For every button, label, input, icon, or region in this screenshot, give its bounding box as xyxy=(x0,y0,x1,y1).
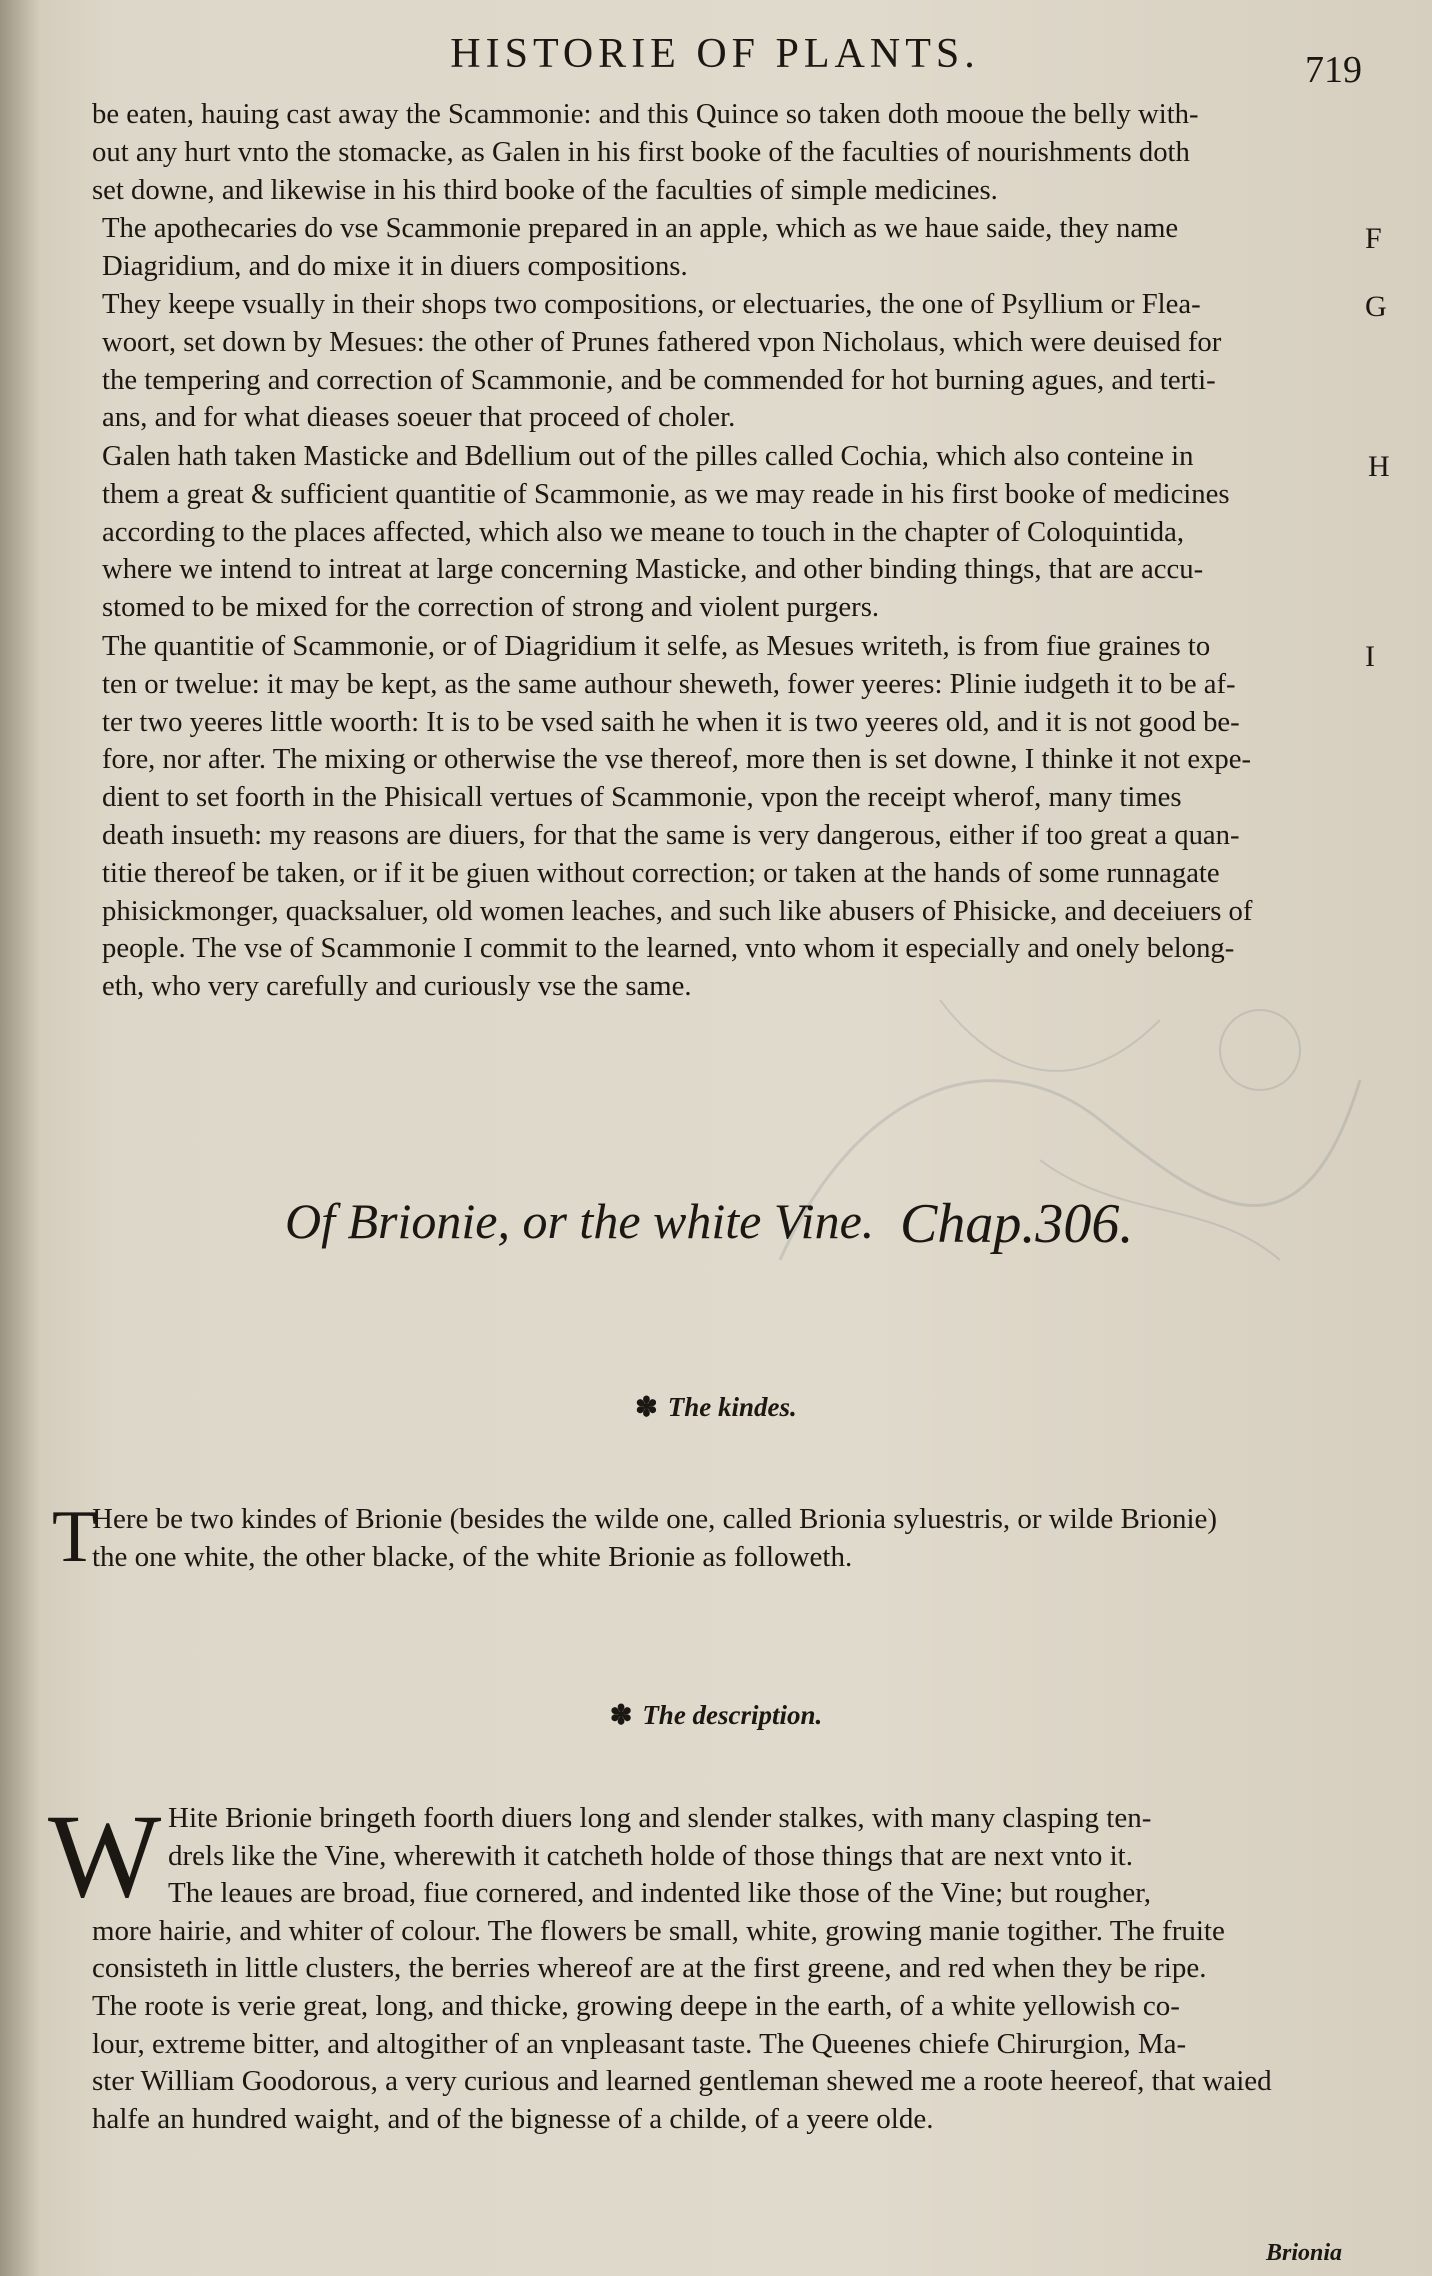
asterism-icon: ✽ xyxy=(635,1392,658,1422)
text-line: Diagridium, and do mixe it in diuers compositions. xyxy=(102,249,688,282)
text-line: phisickmonger, quacksaluer, old women leaches, and such like abusers of Phisicke, and deceiuers of xyxy=(102,894,1253,927)
text-line: ter two yeeres little woorth: It is to be vsed saith he when it is two yeeres old, and it is not good be- xyxy=(102,705,1240,738)
text-line: the tempering and correction of Scammonie, and be commended for hot burning agues, and terti- xyxy=(102,363,1216,396)
text-line: dient to set foorth in the Phisicall vertues of Scammonie, vpon the receipt wherof, many times xyxy=(102,781,1182,814)
text-line: The apothecaries do vse Scammonie prepared in an apple, which as we haue saide, they name xyxy=(102,212,1179,244)
paragraph-4 xyxy=(92,438,1360,627)
text-line: consisteth in little clusters, the berries whereof are at the first greene, and red when they be ripe. xyxy=(92,1952,1207,1985)
text-line: them a great & sufficient quantitie of Scammonie, as we may reade in his first booke of medicines xyxy=(102,477,1230,510)
kinds-heading-text: The kindes. xyxy=(667,1392,797,1422)
margin-letter-h: H xyxy=(1368,450,1390,483)
paragraph-5 xyxy=(92,628,1360,1006)
text-line: set downe, and likewise in his third booke of the faculties of simple medicines. xyxy=(92,173,998,206)
asterism-icon: ✽ xyxy=(609,1700,633,1730)
running-head: HISTORIE OF PLANTS. xyxy=(450,31,980,77)
text-line: drels like the Vine, wherewith it catcheth holde of those things that are next vnto it. xyxy=(168,1839,1133,1872)
text-line: death insueth: my reasons are diuers, for that the same is very dangerous, either if too great a quan- xyxy=(102,818,1240,851)
text-line: fore, nor after. The mixing or otherwise the vse thereof, more then is set downe, I thinke it not expe- xyxy=(102,743,1252,776)
text-line: halfe an hundred waight, and of the bignesse of a childe, of a yeere olde. xyxy=(92,2102,934,2135)
catchword: Brionia xyxy=(1265,2240,1342,2266)
drop-cap-t: T xyxy=(52,1496,98,1578)
text-line: the one white, the other blacke, of the white Brionie as followeth. xyxy=(92,1541,853,1573)
text-line: lour, extreme bitter, and altogither of an vnpleasant taste. The Queenes chiefe Chirurgion, Ma- xyxy=(92,2027,1187,2060)
text-line: The roote is verie great, long, and thicke, growing deepe in the earth, of a white yellowish co- xyxy=(92,1989,1180,2022)
margin-letter-i: I xyxy=(1365,640,1375,673)
description-heading xyxy=(0,1700,1432,1731)
text-line: according to the places affected, which also we meane to touch in the chapter of Coloquintida, xyxy=(102,515,1185,548)
text-line: The leaues are broad, fiue cornered, and indented like those of the Vine; but rougher, xyxy=(168,1877,1151,1910)
text-line: ster William Goodorous, a very curious and learned gentleman shewed me a roote heereof, that waied xyxy=(92,2065,1272,2098)
paragraph-3 xyxy=(92,286,1360,437)
bleed-through-illustration xyxy=(740,960,1400,1340)
text-line: They keepe vsually in their shops two compositions, or electuaries, the one of Psyllium or Flea- xyxy=(102,288,1201,320)
paragraph-1 xyxy=(92,96,1360,209)
description-heading-text: The description. xyxy=(642,1700,823,1730)
text-line: eth, who very carefully and curiously vse the same. xyxy=(102,970,692,1003)
text-line: ans, and for what dieases soeuer that proceed of choler. xyxy=(102,401,736,434)
text-line: woort, set down by Mesues: the other of Prunes fathered vpon Nicholaus, which were deuised for xyxy=(102,325,1222,358)
text-line: stomed to be mixed for the correction of strong and violent purgers. xyxy=(102,591,880,624)
kinds-paragraph xyxy=(52,1496,1360,1578)
text-line: Galen hath taken Masticke and Bdellium out of the pilles called Cochia, which also conteine in xyxy=(102,440,1194,472)
text-line: more hairie, and whiter of colour. The flowers be small, white, growing manie togither. The fruite xyxy=(92,1914,1225,1947)
text-line: Here be two kindes of Brionie (besides the wilde one, called Brionia syluestris, or wilde Brionie) xyxy=(92,1503,1218,1535)
kinds-heading xyxy=(0,1392,1432,1423)
page-number: 719 xyxy=(1305,49,1362,91)
gutter-shadow xyxy=(0,0,40,2276)
text-line: where we intend to intreat at large concerning Masticke, and other binding things, that are accu- xyxy=(102,553,1204,586)
text-line: titie thereof be taken, or if it be giuen without correction; or taken at the hands of some runnagate xyxy=(102,856,1220,889)
margin-letter-f: F xyxy=(1365,222,1382,255)
chapter-number: Chap.306. xyxy=(900,1193,1134,1255)
paragraph-2 xyxy=(92,210,1360,286)
text-line: out any hurt vnto the stomacke, as Galen in his first booke of the faculties of nourishments doth xyxy=(92,135,1190,168)
text-line: ten or twelue: it may be kept, as the same authour sheweth, fower yeeres: Plinie iudgeth it to be af- xyxy=(102,667,1236,700)
chapter-title: Of Brionie, or the white Vine. xyxy=(285,1193,875,1249)
drop-cap-w: W xyxy=(48,1789,162,1922)
text-line: people. The vse of Scammonie I commit to the learned, vnto whom it especially and onely belong- xyxy=(102,932,1235,965)
margin-letter-g: G xyxy=(1365,290,1387,323)
description-paragraph xyxy=(48,1789,1360,2138)
text-line: be eaten, hauing cast away the Scammonie: and this Quince so taken doth mooue the belly with- xyxy=(92,98,1199,130)
text-line: The quantitie of Scammonie, or of Diagridium it selfe, as Mesues writeth, is from fiue graines to xyxy=(102,630,1211,662)
text-line: Hite Brionie bringeth foorth diuers long and slender stalkes, with many clasping ten- xyxy=(168,1802,1152,1834)
